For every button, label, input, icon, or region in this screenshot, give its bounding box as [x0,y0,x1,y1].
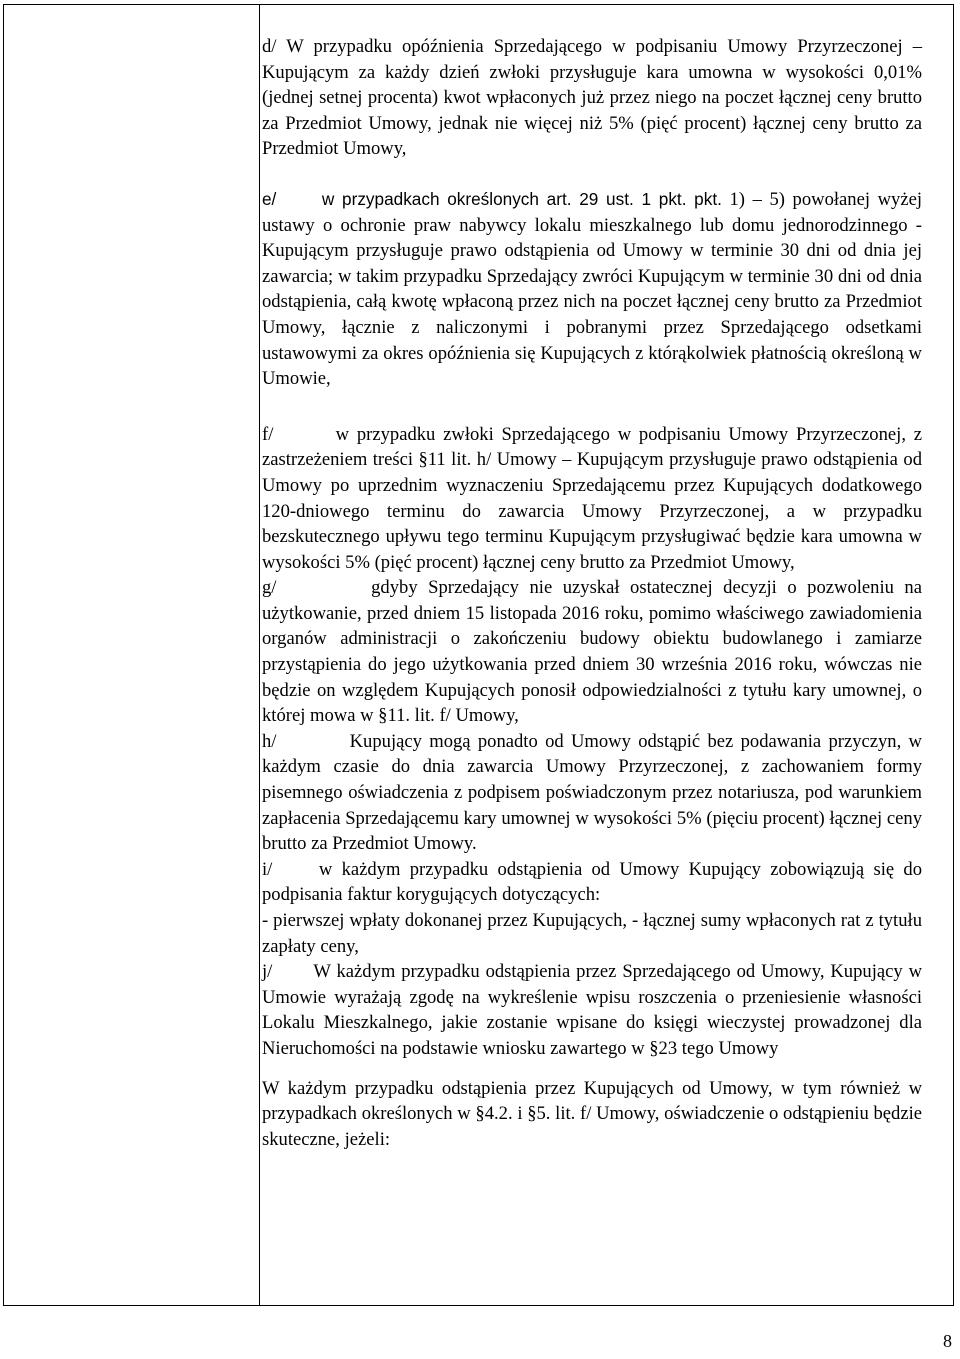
paragraph-closing-text: W każdym przypadku odstąpienia przez Kupujących od Umowy, w tym również w przypadkach określonych w §4.2. i §5. lit. f/ Umowy, oświadczenie o odstąpieniu będzie skuteczne, jeżeli: [262,1077,922,1150]
paragraph-e-text: 1) – 5) powołanej wyżej ustawy o ochronie praw nabywcy lokalu mieszkalnego lub domu jednorodzinnego - Kupującym przysługuje prawo odstąpienia od Umowy w terminie 30 dni od dnia jej zawarcia; w takim przypadku Sprzedający zwróci Kupującym w terminie 30 dni od dnia odstąpienia, całą kwotę wpłaconą przez nich na poczet łącznej ceny brutto za Przedmiot Umowy, łącznie z naliczonymi i pobranymi przez Sprzedającego odsetkami ustawowymi za okres opóźnienia się Kupujących z którąkolwiek płatnością określoną w Umowie, [262,188,923,390]
paragraph-i-text: w każdym przypadku odstąpienia od Umowy Kupujący zobowiązują się do podpisania faktur korygujących dotyczących: [262,858,923,906]
document-table [3,4,954,1306]
paragraph-d-text: W przypadku opóźnienia Sprzedającego w podpisaniu Umowy Przyrzeczonej – Kupującym za każdy dzień zwłoki przysługuje kara umowna w wysokości 0,01% (jednej setnej procenta) kwot wpłaconych już przez niego na poczet łącznej ceny brutto za Przedmiot Umowy, jednak nie więcej niż 5% (pięć procent) łącznej ceny brutto za Przedmiot Umowy, [262,36,923,160]
paragraph-d [262,34,922,162]
paragraph-e [262,187,922,392]
paragraph-g [262,575,922,729]
paragraph-j [262,959,922,1061]
paragraph-h [262,729,922,857]
page-number: 8 [943,1331,952,1351]
column-divider [259,5,260,1305]
paragraph-i-items [262,908,922,959]
paragraph-j-text: W każdym przypadku odstąpienia przez Sprzedającego od Umowy, Kupujący w Umowie wyrażają zgodę na wykreślenie wpisu roszczenia o przeniesienie własności Lokalu Mieszkalnego, jakie zostanie wpisane do księgi wieczystej prowadzonej dla Nieruchomości na podstawie wniosku zawartego w §23 tego Umowy [262,961,922,1059]
paragraph-e-marker: e/ [262,188,277,209]
paragraph-h-text: Kupujący mogą ponadto od Umowy odstąpić bez podawania przyczyn, w każdym czasie do dnia zawarcia Umowy Przyrzeczonej, z zachowaniem formy pisemnego oświadczenia z podpisem poświadczonym przez notariusza, pod warunkiem zapłacenia Sprzedającemu kary umownej w wysokości 5% (pięciu procent) łącznej ceny brutto za Przedmiot Umowy. [262,730,922,855]
left-empty-cell [4,5,259,1305]
paragraph-d-marker: d/ [262,36,277,57]
paragraph-i [262,857,922,908]
paragraph-i-marker: i/ [262,858,273,880]
paragraph-f [262,422,922,576]
paragraph-i-items-text: - pierwszej wpłaty dokonanej przez Kupujących, - łącznej sumy wpłaconych rat z tytułu zapłaty ceny, [262,910,922,957]
paragraph-g-text: gdyby Sprzedający nie uzyskał ostatecznej decyzji o pozwoleniu na użytkowanie, przed dniem 15 listopada 2016 roku, pomimo właściwego zawiadomienia organów administracji o zakończeniu budowy obiektu budowlanego i zamiarze przystąpienia do jego użytkowania przed dniem 30 września 2016 roku, wówczas nie będzie on względem Kupujących ponosił odpowiedzialności z tytułu kary umownej, o której mowa w §11. lit. f/ Umowy, [262,577,922,727]
paragraph-closing [262,1076,922,1153]
paragraph-e-text-sans: w przypadkach określonych art. 29 ust. 1 pkt. pkt. [321,188,722,209]
paragraph-f-text: w przypadku zwłoki Sprzedającego w podpisaniu Umowy Przyrzeczonej, z zastrzeżeniem treści §11 lit. h/ Umowy – Kupującym przysługuje prawo odstąpienia od Umowy po uprzednim wyznaczeniu Sprzedającemu przez Kupujących dodatkowego 120-dniowego terminu do zawarcia Umowy Przyrzeczonej, a w przypadku bezskutecznego upływu tego terminu Kupującym przysługiwać będzie kara umowna w wysokości 5% (pięć procent) łącznej ceny brutto za Przedmiot Umowy, [262,423,923,573]
paragraph-f-marker: f/ [262,423,274,445]
paragraph-j-marker: j/ [262,961,273,983]
paragraph-g-marker: g/ [262,577,277,599]
paragraph-h-marker: h/ [262,730,277,752]
right-content-cell [262,34,922,1152]
